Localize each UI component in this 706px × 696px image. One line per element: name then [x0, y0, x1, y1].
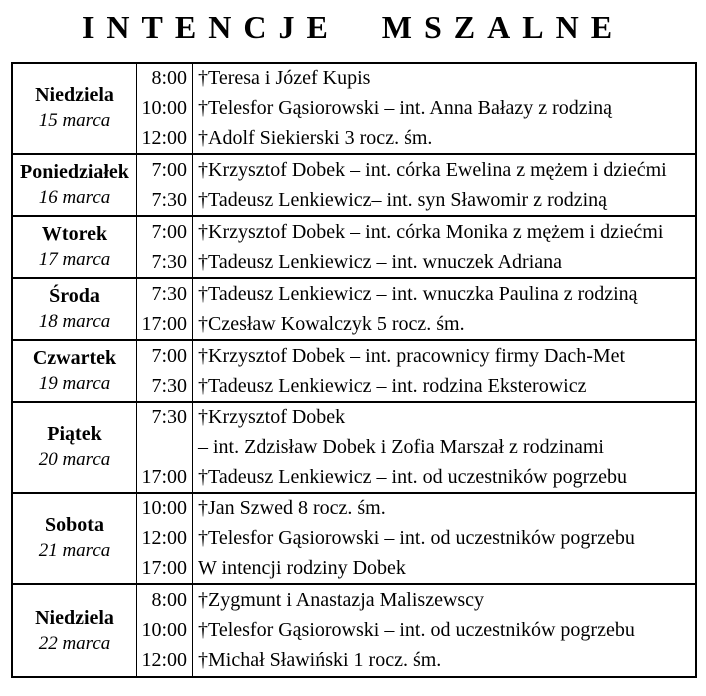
day-date: 16 marca — [38, 187, 111, 208]
day-name: Niedziela — [35, 606, 114, 629]
day-cell — [13, 217, 137, 277]
mass-intention: †Adolf Siekierski 3 rocz. śm. — [198, 126, 433, 149]
mass-intention: †Tadeusz Lenkiewicz – int. wnuczka Paulina z rodziną — [198, 282, 638, 305]
day-name: Poniedziałek — [20, 161, 129, 183]
mass-time: 7:00 — [137, 217, 193, 247]
day-date: 15 marca — [38, 110, 111, 132]
mass-time: 12:00 — [137, 123, 193, 153]
mass-time: 7:00 — [137, 341, 193, 371]
mass-intention: †Krzysztof Dobek – int. córka Monika z mężem i dziećmi — [198, 220, 664, 243]
day-cell — [13, 585, 137, 676]
day-cell — [13, 341, 137, 401]
table-row — [13, 585, 695, 676]
day-name: Środa — [49, 285, 100, 307]
mass-intention: †Telesfor Gąsiorowski – int. od uczestników pogrzebu — [198, 526, 635, 549]
mass-time: 8:00 — [137, 585, 193, 615]
day-cell — [13, 279, 137, 339]
day-name: Piątek — [47, 423, 102, 446]
table-row — [13, 155, 695, 217]
mass-intention: †Tadeusz Lenkiewicz – int. wnuczek Adriana — [198, 250, 563, 273]
mass-intention: †Krzysztof Dobek – int. pracownicy firmy Dach-Met — [198, 344, 626, 367]
day-name: Sobota — [45, 514, 104, 537]
day-cell — [13, 64, 137, 153]
table-row — [13, 279, 695, 341]
mass-time — [137, 433, 193, 463]
mass-intention: †Krzysztof Dobek — [198, 406, 346, 429]
table-row — [13, 494, 695, 585]
day-date: 22 marca — [38, 632, 111, 654]
mass-time: 10:00 — [137, 615, 193, 645]
day-date: 18 marca — [38, 311, 111, 332]
mass-intention: †Telesfor Gąsiorowski – int. Anna Bałazy z rodziną — [198, 96, 613, 119]
mass-time: 17:00 — [137, 462, 193, 492]
day-name: Wtorek — [41, 223, 108, 245]
mass-intention: †Teresa i Józef Kupis — [198, 67, 371, 90]
mass-intention: †Krzysztof Dobek – int. córka Ewelina z mężem i dziećmi — [198, 158, 667, 181]
mass-intention: †Jan Szwed 8 rocz. śm. — [198, 497, 386, 520]
day-cell — [13, 403, 137, 492]
day-date: 20 marca — [38, 449, 111, 471]
mass-intention: †Tadeusz Lenkiewicz– int. syn Sławomir z rodziną — [198, 188, 608, 211]
mass-time: 7:30 — [137, 247, 193, 277]
mass-intention: †Michał Sławiński 1 rocz. śm. — [198, 649, 442, 672]
table-row — [13, 64, 695, 155]
day-name: Niedziela — [35, 84, 114, 107]
mass-time: 12:00 — [137, 646, 193, 676]
mass-time: 7:30 — [137, 403, 193, 433]
table-row — [13, 341, 695, 403]
mass-time: 8:00 — [137, 64, 193, 94]
day-date: 17 marca — [38, 249, 111, 270]
mass-intention: †Tadeusz Lenkiewicz – int. od uczestników pogrzebu — [198, 465, 628, 488]
day-cell — [13, 494, 137, 583]
mass-intention: W intencji rodziny Dobek — [198, 556, 406, 579]
mass-time: 7:00 — [137, 155, 193, 185]
day-date: 19 marca — [38, 373, 111, 394]
mass-time: 10:00 — [137, 94, 193, 124]
mass-time: 10:00 — [137, 494, 193, 524]
mass-intention: †Telesfor Gąsiorowski – int. od uczestników pogrzebu — [198, 618, 635, 641]
mass-time: 7:30 — [137, 279, 193, 309]
mass-intention: †Czesław Kowalczyk 5 rocz. śm. — [198, 312, 465, 335]
mass-intentions-table — [11, 62, 697, 678]
day-cell — [13, 155, 137, 215]
mass-time: 17:00 — [137, 309, 193, 339]
day-date: 21 marca — [38, 540, 111, 562]
mass-time: 17:00 — [137, 553, 193, 583]
page-title: INTENCJE MSZALNE — [81, 9, 625, 45]
mass-intention: – int. Zdzisław Dobek i Zofia Marszał z rodzinami — [198, 435, 604, 458]
table-row — [13, 217, 695, 279]
day-name: Czwartek — [32, 347, 117, 369]
mass-time: 12:00 — [137, 524, 193, 554]
mass-time: 7:30 — [137, 371, 193, 401]
mass-intention: †Tadeusz Lenkiewicz – int. rodzina Eksterowicz — [198, 374, 587, 397]
table-row — [13, 403, 695, 494]
mass-intention: †Zygmunt i Anastazja Maliszewscy — [198, 588, 485, 611]
mass-time: 7:30 — [137, 185, 193, 215]
